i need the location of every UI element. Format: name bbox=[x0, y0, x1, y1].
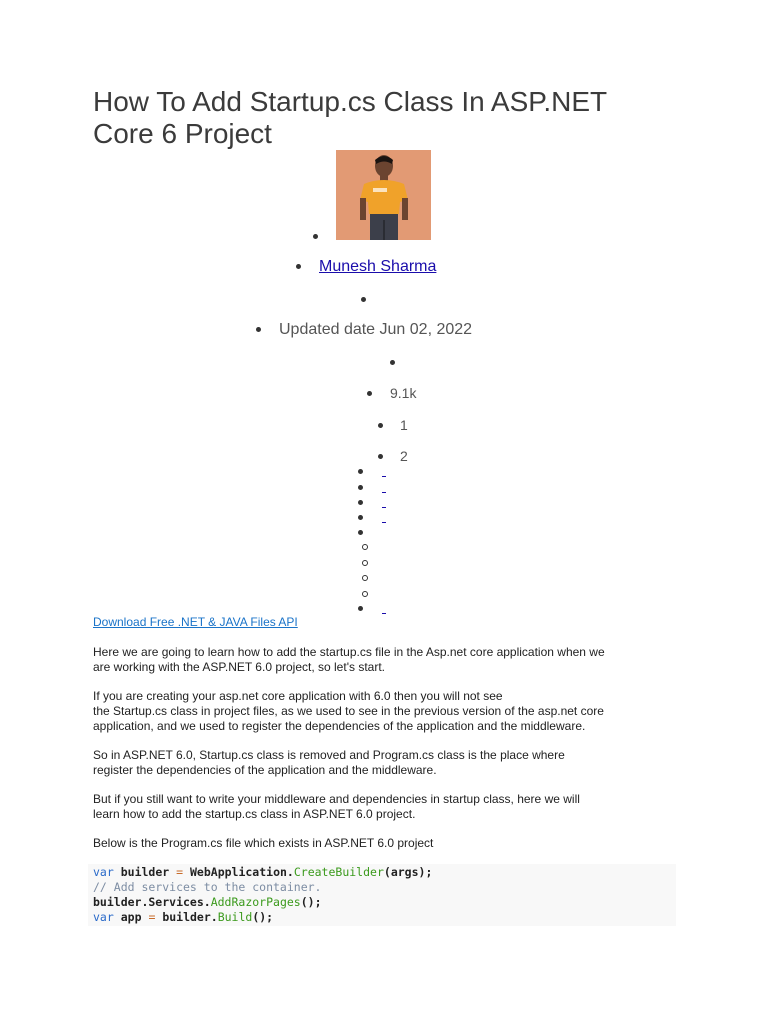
paragraph-line: If you are creating your asp.net core application with 6.0 then you will not see bbox=[93, 689, 503, 703]
code-block bbox=[88, 864, 676, 926]
paragraph-line: register the dependencies of the application and the middleware. bbox=[93, 763, 437, 777]
list-bullet bbox=[358, 515, 363, 520]
paragraph-line: application, and we used to register the dependencies of the application and the middleware. bbox=[93, 719, 586, 733]
title-line-2: Core 6 Project bbox=[93, 118, 272, 149]
download-files-api-link[interactable]: Download Free .NET & JAVA Files API bbox=[93, 615, 298, 629]
list-bullet bbox=[378, 423, 383, 428]
paragraph-line: Here we are going to learn how to add the startup.cs file in the Asp.net core application when we bbox=[93, 645, 605, 659]
sub-list-bullet bbox=[362, 544, 368, 550]
list-bullet bbox=[390, 360, 395, 365]
author-link[interactable]: Munesh Sharma bbox=[319, 258, 437, 275]
sub-list-bullet bbox=[362, 591, 368, 597]
list-bullet bbox=[378, 454, 383, 459]
share-link[interactable] bbox=[382, 507, 386, 508]
share-link[interactable] bbox=[382, 613, 386, 614]
paragraph-startup-missing bbox=[93, 689, 678, 734]
list-bullet bbox=[361, 297, 366, 302]
title-line-1: How To Add Startup.cs Class In ASP.NET bbox=[93, 86, 608, 117]
paragraph-startup-removed bbox=[93, 748, 678, 778]
paragraph-line: But if you still want to write your middleware and dependencies in startup class, here we will bbox=[93, 792, 580, 806]
list-bullet bbox=[296, 264, 301, 269]
paragraph-line: learn how to add the startup.cs class in ASP.NET 6.0 project. bbox=[93, 807, 416, 821]
author-avatar[interactable] bbox=[336, 150, 431, 240]
article-title bbox=[93, 86, 693, 150]
paragraph-how-to bbox=[93, 792, 678, 822]
share-link[interactable] bbox=[382, 492, 386, 493]
updated-date: Updated date Jun 02, 2022 bbox=[279, 321, 473, 338]
comments-count: 2 bbox=[400, 448, 408, 464]
avatar-image bbox=[336, 150, 431, 240]
code-line: builder.Services.AddRazorPages(); bbox=[93, 895, 322, 909]
views-count: 9.1k bbox=[390, 385, 417, 401]
code-line: var app = builder.Build(); bbox=[93, 910, 274, 924]
list-bullet bbox=[358, 530, 363, 535]
paragraph-line: are working with the ASP.NET 6.0 project, so let's start. bbox=[93, 660, 385, 674]
list-bullet bbox=[313, 234, 318, 239]
list-bullet bbox=[358, 469, 363, 474]
list-bullet bbox=[358, 500, 363, 505]
share-link[interactable] bbox=[382, 522, 386, 523]
list-bullet bbox=[256, 327, 261, 332]
list-bullet bbox=[358, 606, 363, 611]
list-bullet bbox=[358, 485, 363, 490]
paragraph-line: So in ASP.NET 6.0, Startup.cs class is removed and Program.cs class is the place where bbox=[93, 748, 565, 762]
code-line: var builder = WebApplication.CreateBuilder(args); bbox=[93, 865, 433, 879]
paragraph-intro bbox=[93, 645, 678, 675]
likes-count: 1 bbox=[400, 417, 408, 433]
list-bullet bbox=[367, 391, 372, 396]
share-link[interactable] bbox=[382, 476, 386, 477]
paragraph-line: the Startup.cs class in project files, as we used to see in the previous version of the asp.net core bbox=[93, 704, 604, 718]
paragraph-program-intro: Below is the Program.cs file which exists in ASP.NET 6.0 project bbox=[93, 836, 434, 850]
sub-list-bullet bbox=[362, 575, 368, 581]
sub-list-bullet bbox=[362, 560, 368, 566]
code-line: // Add services to the container. bbox=[93, 880, 322, 894]
